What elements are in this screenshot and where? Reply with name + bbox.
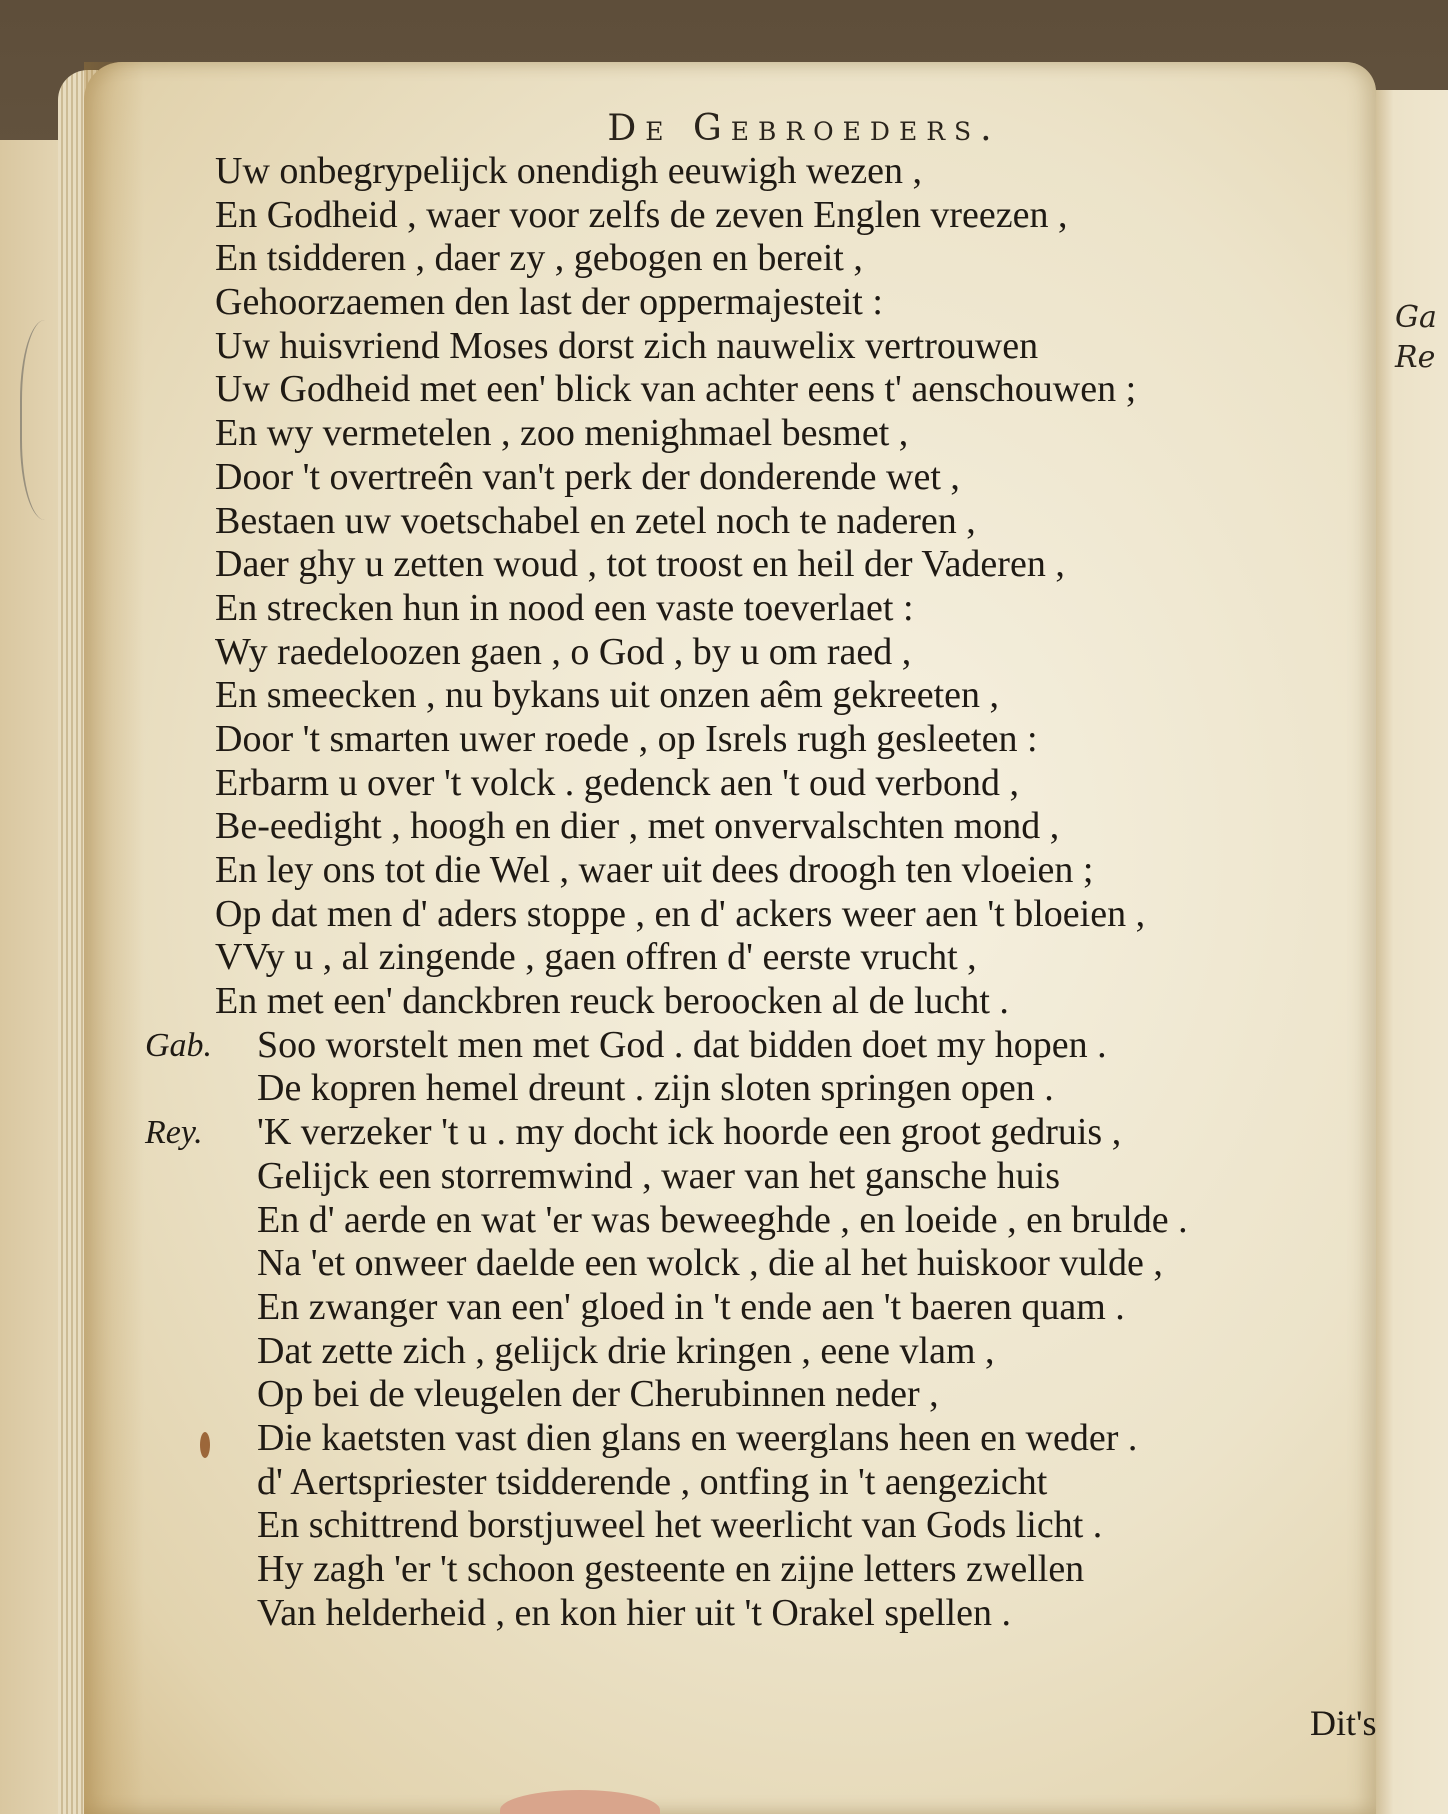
verse-text: Op dat men d' aders stoppe , en d' ackers weer aen 't bloeien ,: [215, 892, 1146, 935]
verse-line: [215, 587, 1335, 631]
verse-text: Bestaen uw voetschabel en zetel noch te naderen ,: [215, 499, 976, 542]
verse-text: Dat zette zich , gelijck drie kringen , eene vlam ,: [257, 1329, 995, 1372]
verse-line: [215, 1199, 1335, 1243]
verse-text: Soo worstelt men met God . dat bidden doet my hopen .: [257, 1023, 1107, 1066]
next-page-speaker-fragment: Ga: [1395, 300, 1437, 335]
verse-line: [145, 1023, 1335, 1068]
verse-text: En smeecken , nu bykans uit onzen aêm gekreeten ,: [215, 674, 999, 717]
verse-line: [215, 1155, 1335, 1199]
verse-text: VVy u , al zingende , gaen offren d' eerste vrucht ,: [215, 936, 977, 979]
verse-text: Wy raedeloozen gaen , o God , by u om raed ,: [215, 630, 912, 673]
verse-text: Op bei de vleugelen der Cherubinnen neder ,: [257, 1373, 939, 1416]
verse-text: En tsidderen , daer zy , gebogen en bereit ,: [215, 237, 863, 280]
verse-line: [215, 1417, 1335, 1461]
verse-text: Gelijck een storremwind , waer van het gansche huis: [257, 1154, 1061, 1197]
verse-text: Uw onbegrypelijck onendigh eeuwigh wezen ,: [215, 150, 923, 192]
verse-line: [215, 281, 1335, 325]
verse-line: [215, 237, 1335, 281]
verse-line: [215, 1592, 1335, 1636]
verse-line: [215, 500, 1335, 544]
verse-line: [215, 1373, 1335, 1417]
running-header: [0, 108, 1448, 149]
verse-line: [215, 1548, 1335, 1592]
speaker-label: Gab.: [145, 1026, 213, 1064]
verse-line: [215, 674, 1335, 718]
verse-line: [215, 762, 1335, 806]
verse-text: Die kaetsten vast dien glans en weerglans heen en weder .: [257, 1416, 1138, 1459]
verse-text: De kopren hemel dreunt . zijn sloten springen open .: [257, 1067, 1054, 1110]
ink-blot: [200, 1432, 210, 1458]
verse-line: [215, 1242, 1335, 1286]
verse-line: [215, 325, 1335, 369]
verse-text: Gehoorzaemen den last der oppermajesteit :: [215, 281, 883, 324]
running-header-text: De Gebroeders.: [607, 108, 1001, 149]
verse-line: [215, 631, 1335, 675]
verse-line: [215, 849, 1335, 893]
verse-line: [215, 368, 1335, 412]
verse-text: Na 'et onweer daelde een wolck , die al het huiskoor vulde ,: [257, 1242, 1163, 1285]
verse-text: Door 't overtreên van't perk der donderende wet ,: [215, 455, 960, 498]
verse-line: [215, 412, 1335, 456]
verse-line: [215, 805, 1335, 849]
verse-line: [215, 194, 1335, 238]
page-edge-stain: [84, 62, 144, 1814]
verse-text: Door 't smarten uwer roede , op Isrels rugh gesleeten :: [215, 717, 1038, 760]
verse-text: En zwanger van een' gloed in 't ende aen 't baeren quam .: [257, 1285, 1125, 1328]
verse-line: [215, 1504, 1335, 1548]
verse-text: 'K verzeker 't u . my docht ick hoorde een groot gedruis ,: [257, 1111, 1122, 1154]
verse-text: Erbarm u over 't volck . gedenck aen 't oud verbond ,: [215, 761, 1020, 804]
verse-line: [215, 1067, 1335, 1111]
verse-text: Uw huisvriend Moses dorst zich nauwelix vertrouwen: [215, 324, 1039, 367]
verse-line: [215, 936, 1335, 980]
verse-line: [215, 1286, 1335, 1330]
verse-line: [215, 1330, 1335, 1374]
verse-text: Van helderheid , en kon hier uit 't Orakel spellen .: [257, 1591, 1011, 1634]
verse-text: En ley ons tot die Wel , waer uit dees droogh ten vloeien ;: [215, 849, 1094, 891]
speaker-label: Rey.: [145, 1114, 203, 1152]
verse-line: [215, 150, 1335, 194]
catchword: Dit's: [1310, 1703, 1377, 1743]
verse-text: En schittrend borstjuweel het weerlicht van Gods licht .: [257, 1504, 1103, 1547]
verse-text: En met een' danckbren reuck beroocken al de lucht .: [215, 980, 1009, 1023]
verse-line: [215, 980, 1335, 1024]
poem-text: [145, 150, 1335, 1635]
verse-text: En wy vermetelen , zoo menighmael besmet ,: [215, 412, 909, 455]
verse-text: Hy zagh 'er 't schoon gesteente en zijne letters zwellen: [257, 1548, 1085, 1590]
verse-line: [215, 718, 1335, 762]
verse-text: En strecken hun in nood een vaste toeverlaet :: [215, 586, 914, 629]
verse-text: d' Aertspriester tsidderende , ontfing in 't aengezicht: [257, 1460, 1048, 1503]
verse-text: Be-eedight , hoogh en dier , met onvervalschten mond ,: [215, 805, 1060, 848]
verse-line: [215, 893, 1335, 937]
verse-line: [215, 543, 1335, 587]
verse-text: En Godheid , waer voor zelfs de zeven Englen vreezen ,: [215, 193, 1068, 236]
next-page-speaker-fragment: Re: [1395, 340, 1436, 375]
verse-line: [215, 1461, 1335, 1505]
verse-line: [145, 1111, 1335, 1155]
verse-text: En d' aerde en wat 'er was beweeghde , en loeide , en brulde .: [257, 1198, 1188, 1241]
verse-text: Daer ghy u zetten woud , tot troost en heil der Vaderen ,: [215, 543, 1065, 586]
verse-text: Uw Godheid met een' blick van achter eens t' aenschouwen ;: [215, 368, 1137, 411]
verse-line: [215, 456, 1335, 500]
